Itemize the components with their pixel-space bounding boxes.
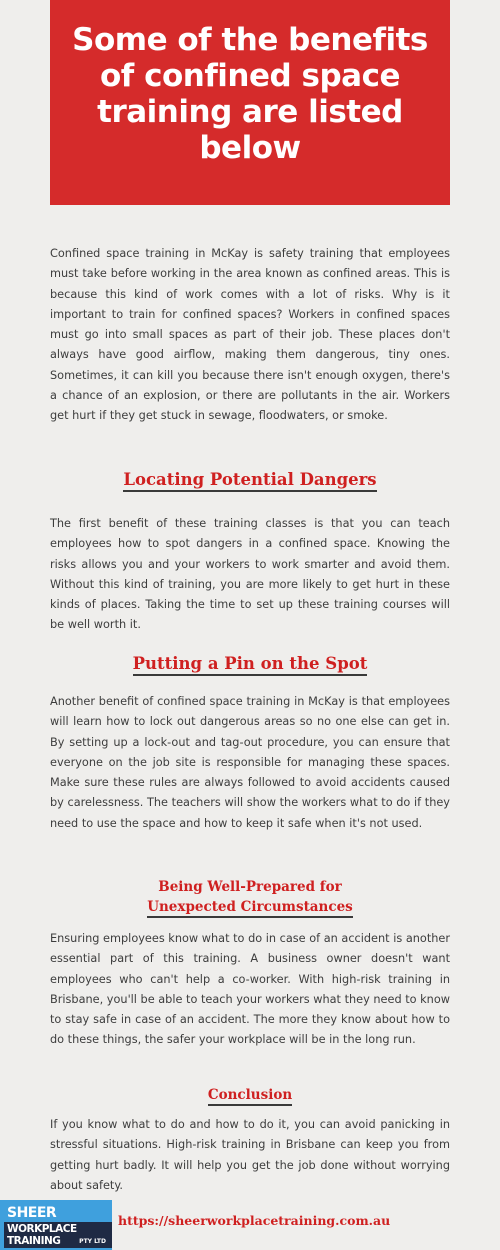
title-banner	[50, 0, 450, 205]
section-heading-dangers	[50, 469, 450, 491]
section-heading-text: Locating Potential Dangers	[123, 470, 376, 492]
logo-line1: SHEER	[7, 1205, 57, 1221]
section-heading-line1: Being Well-Prepared for	[158, 879, 342, 895]
section-heading-line2: Unexpected Circumstances	[147, 899, 353, 918]
intro-paragraph: Confined space training in McKay is safety training that employees must take before working in the area known as confined areas. This is because this kind of work comes with a lot of risks. Why is it important to train for confined spaces? Workers in confined spaces must go into small spaces as part of their job. These places don't always have good airflow, making them dangerous, tiny ones. Sometimes, it can kill you because there isn't enough oxygen, there's a chance of an explosion, or there are pollutants in the air. Workers get hurt if they get stuck in sewage, floodwaters, or smoke.	[50, 247, 450, 423]
section-heading-conclusion	[50, 1085, 450, 1105]
section-heading-pin	[50, 653, 450, 675]
logo-line3: PTY LTD	[79, 1238, 106, 1245]
section-body-prepared: Ensuring employees know what to do in case of an accident is another essential part of this training. A business owner doesn't want employees who can't help a co-worker. With high-risk training in Brisbane, you'll be able to teach your workers what they need to know to stay safe in case of an accident. The more they know about how to do these things, the safer your workplace will be in the long run.	[50, 932, 450, 1047]
logo-line2: WORKPLACE TRAINING	[4, 1222, 112, 1248]
section-heading-prepared	[50, 877, 450, 917]
section-heading-text: Conclusion	[208, 1087, 292, 1106]
website-link[interactable]: https://sheerworkplacetraining.com.au	[118, 1213, 391, 1228]
section-body-pin: Another benefit of confined space training in McKay is that employees will learn how to lock out dangerous areas so no one else can get in. By setting up a lock-out and tag-out procedure, you can ensure that everyone on the job site is responsible for managing these spaces. Make sure these rules are always followed to avoid accidents caused by carelessness. The teachers will show the workers what to do if they need to use the space and how to keep it safe when it's not used.	[50, 695, 450, 830]
page-title: Some of the benefits of confined space training are listed below	[72, 22, 428, 166]
company-logo	[0, 1200, 112, 1250]
section-body-dangers: The first benefit of these training classes is that you can teach employees how to spot dangers in a confined space. Knowing the risks allows you and your workers to work smarter and avoid them. Without this kind of training, you are more likely to get hurt in these kinds of places. Taking the time to set up these training courses will be well worth it.	[50, 517, 450, 632]
section-heading-text: Putting a Pin on the Spot	[133, 654, 368, 676]
section-body-conclusion: If you know what to do and how to do it, you can avoid panicking in stressful situations. High-risk training in Brisbane can keep you from getting hurt badly. It will help you get the job done without worrying about safety.	[50, 1118, 450, 1192]
